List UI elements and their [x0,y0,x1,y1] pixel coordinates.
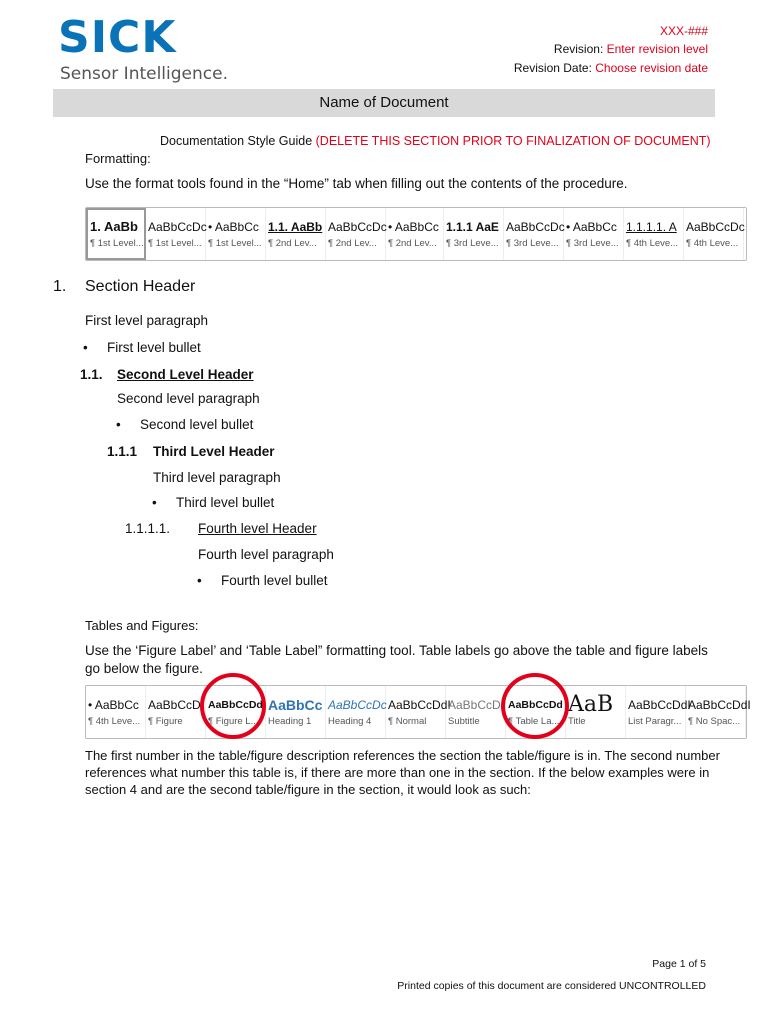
style-sample: 1.1.1 AaE [446,220,499,234]
style-name: ¶ 2nd Lev... [328,238,377,249]
revision-date-line [514,61,708,75]
style-sample: 1. AaBb [90,219,138,234]
section-header: Section Header [85,278,196,295]
style-name: ¶ 3rd Leve... [566,238,619,249]
style-name: ¶ Table La... [508,716,560,727]
tables-figures-text: Use the ‘Figure Label’ and ‘Table Label” formatting tool. Table labels go above the table and figure labels go below the figure. [85,643,708,676]
style-sample: • AaBbCc [208,220,259,234]
style-tile[interactable] [504,208,564,260]
style-tile[interactable] [266,208,326,260]
style-tile[interactable] [564,208,624,260]
style-name: ¶ 4th Leve... [88,716,141,727]
style-name: Heading 1 [268,716,312,727]
style-tile[interactable] [146,686,206,738]
style-gallery-labels [85,685,751,739]
style-sample: AaBbCcD [148,698,201,712]
style-name: ¶ 4th Leve... [686,238,739,249]
style-name: ¶ 1st Level... [148,238,202,249]
document-title: Name of Document [319,94,449,111]
style-sample: AaBbCcD [448,698,501,712]
tables-figures-label: Tables and Figures: [85,618,199,633]
table-label-highlight-circle [501,673,569,739]
third-level-number: 1.1.1 [107,444,138,459]
style-name: Title [568,716,586,727]
style-tile[interactable] [684,208,744,260]
document-title-bar [53,89,715,117]
style-sample: AaBbCcDc [328,698,387,712]
style-sample: AaBbCcDdI [388,698,451,712]
revision-date-value[interactable]: Choose revision date [595,61,708,75]
sick-logo: SICK [58,12,177,63]
section-number: 1. [53,278,67,295]
table-figure-explanation: The first number in the table/figure description references the section the table/figure is in. The second number references what number this table is, if there are more than one in the section. If the below examples were in section 4 and are the second table/figure in the section, it would look as such: [85,748,720,797]
style-name: ¶ 2nd Lev... [388,238,437,249]
second-level-bullet: • Second level bullet [140,417,253,432]
style-name: Subtitle [448,716,480,727]
style-sample: AaBbCcDd [208,699,263,711]
uncontrolled-notice: Printed copies of this document are considered UNCONTROLLED [397,980,706,992]
style-tile[interactable] [386,686,451,738]
formatting-text: Use the format tools found in the “Home” tab when filling out the contents of the procedure. [85,176,628,191]
second-level-number: 1.1. [80,367,103,382]
revision-date-label: Revision Date: [513,61,596,75]
logo-tagline: Sensor Intelligence. [60,64,228,84]
fourth-level-number: 1.1.1.1. [125,521,171,536]
style-sample: • AaBbCc [388,220,439,234]
revision-line [554,42,708,56]
style-tile[interactable] [206,208,266,260]
style-name: ¶ 3rd Leve... [506,238,559,249]
style-tile[interactable] [626,686,691,738]
style-name: ¶ 1st Level... [208,238,262,249]
style-name: ¶ Figure [148,716,183,727]
style-sample: AaBbCcDd [508,699,563,711]
delete-note: (DELETE THIS SECTION PRIOR TO FINALIZATION OF DOCUMENT) [315,134,711,148]
first-level-bullet: • First level bullet [107,340,201,355]
style-tile[interactable] [446,686,506,738]
style-tile[interactable] [86,208,146,260]
style-tile[interactable] [266,686,326,738]
style-name: ¶ 2nd Lev... [268,238,317,249]
style-gallery-levels [85,207,747,261]
style-name: ¶ 4th Leve... [626,238,679,249]
style-sample: 1.1.1.1. A [626,220,677,234]
style-tile[interactable] [624,208,684,260]
fourth-level-bullet: • Fourth level bullet [221,573,328,588]
style-sample: • AaBbCc [566,220,617,234]
style-tile[interactable] [146,208,206,260]
figure-label-highlight-circle [200,673,266,739]
style-tile[interactable] [686,686,751,738]
style-sample: AaBbCcDc [506,220,565,234]
style-name: ¶ 1st Level... [90,238,144,249]
style-tile[interactable] [386,208,444,260]
revision-label: Revision: [553,42,607,56]
style-tile[interactable] [86,686,146,738]
third-level-paragraph: Third level paragraph [153,470,281,485]
third-level-bullet: • Third level bullet [176,495,274,510]
style-tile[interactable] [566,686,626,738]
second-level-header: Second Level Header [117,367,254,382]
style-sample: AaBbCcDc [686,220,745,234]
first-level-paragraph: First level paragraph [85,313,209,328]
style-sample: 1.1. AaBb [268,220,323,234]
style-tile[interactable] [326,686,386,738]
style-name: ¶ No Spac... [688,716,741,727]
style-name: List Paragr... [628,716,682,727]
style-tile[interactable] [444,208,504,260]
style-sample: AaBbCcDdI [688,698,751,712]
third-level-header: Third Level Header [153,444,275,459]
style-guide-heading [160,134,711,148]
style-sample: AaBbCcDc [148,220,207,234]
style-name: ¶ 3rd Leve... [446,238,499,249]
revision-value[interactable]: Enter revision level [606,42,708,56]
formatting-label: Formatting: [85,151,151,166]
style-name: ¶ Normal [388,716,427,727]
second-level-paragraph: Second level paragraph [117,391,260,406]
style-sample: AaBbCcDc [328,220,387,234]
guide-heading-text: Documentation Style Guide [160,134,316,148]
style-sample: • AaBbCc [88,698,139,712]
style-sample: AaBbCcDdI [628,698,691,712]
fourth-level-header: Fourth level Header [198,521,317,536]
style-sample: AaBbCc [268,697,323,713]
style-tile[interactable] [326,208,386,260]
style-name: Heading 4 [328,716,372,727]
style-name: ¶ Figure L... [208,716,259,727]
fourth-level-paragraph: Fourth level paragraph [198,547,334,562]
doc-number: XXX-### [659,24,708,38]
page-number: Page 1 of 5 [652,958,706,970]
style-sample: AaB [568,692,614,717]
